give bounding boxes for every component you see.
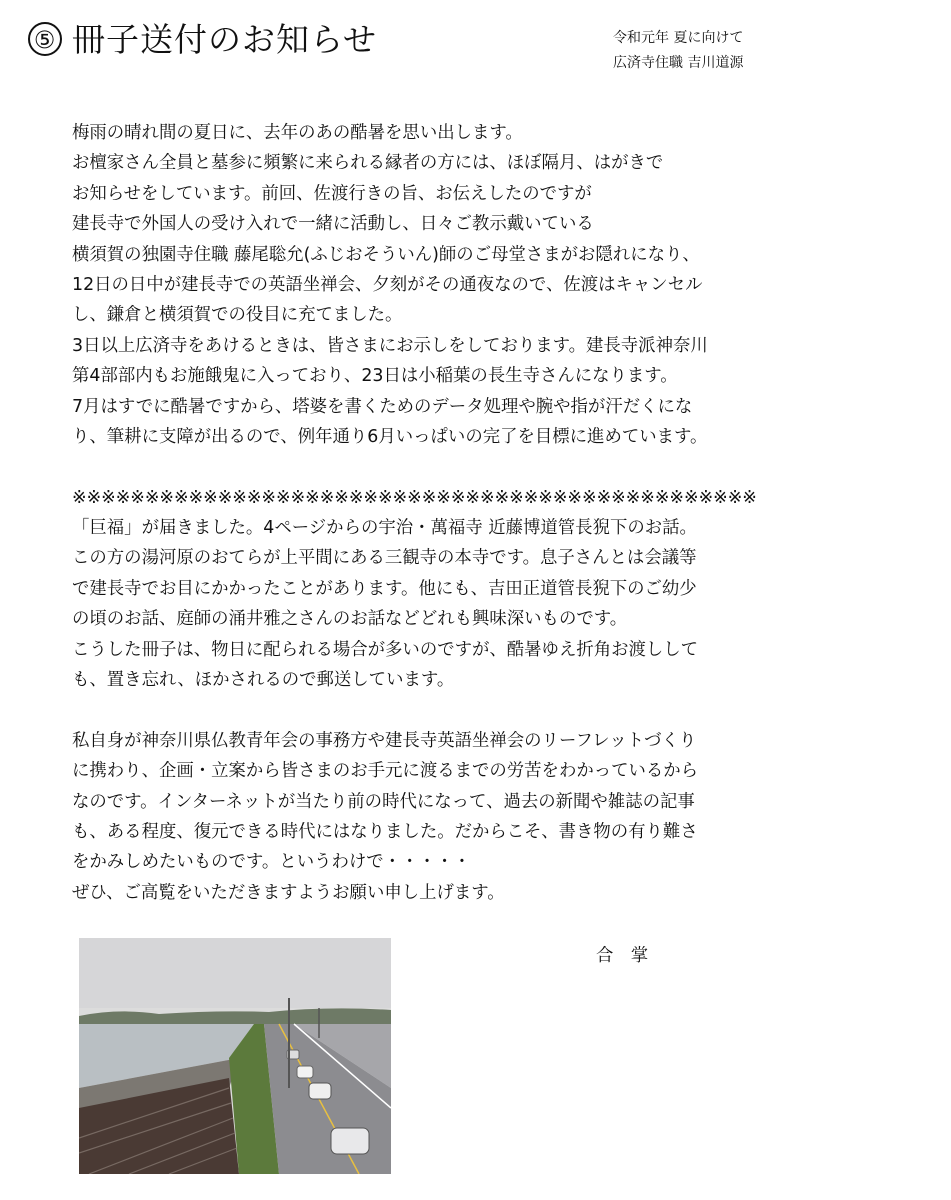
letter-body [72,118,862,908]
body-line: も、置き忘れ、ほかされるので郵送しています。 [72,670,455,691]
body-line: り、筆耕に支障が出るので、例年通り6月いっぱいの完了を目標に進めています。 [72,426,708,447]
body-line: し、鎌倉と横須賀での役目に充てました。 [72,305,403,326]
body-line: ※※※※※※※※※※※※※※※※※※※※※※※※※※※※※※※※※※※※※※※※※※※※※※※ [72,487,757,508]
closing-gassho: 合 掌 [596,946,649,966]
header-meta [613,26,743,76]
body-line: 私自身が神奈川県仏教青年会の事務方や建長寺英語坐禅会のリーフレットづくり [72,730,697,751]
road-photo [79,938,391,1174]
body-line: も、ある程度、復元できる時代にはなりました。だからこそ、書き物の有り難さ [72,821,698,842]
body-line: こうした冊子は、物日に配られる場合が多いのですが、酷暑ゆえ折角お渡しして [72,639,699,660]
body-line: の頃のお話、庭師の涌井雅之さんのお話などどれも興味深いものです。 [72,609,628,630]
title-text: 冊子送付のお知らせ [72,20,378,59]
body-line: 横須賀の独園寺住職 藤尾聡允(ふじおそういん)師のご母堂さまがお隠れになり、 [72,244,700,265]
section-number-badge: ⑤ [28,22,62,56]
body-line: 3日以上広済寺をあけるときは、皆さまにお示しをしております。建長寺派神奈川 [72,335,708,356]
body-line: 「巨福」が届きました。4ページからの宇治・萬福寺 近藤博道管長猊下のお話。 [72,518,697,539]
body-line: この方の湯河原のおてらが上平間にある三観寺の本寺です。息子さんとは会議等 [72,548,697,569]
body-line: お檀家さん全員と墓参に頻繁に来られる縁者の方には、ほぼ隔月、はがきで [72,153,664,174]
body-line: 7月はすでに酷暑ですから、塔婆を書くためのデータ処理や腕や指が汗だくにな [72,396,693,417]
page-title [28,14,377,61]
road-and-rice-fields-photo-icon [79,938,391,1174]
body-line: 12日の日中が建長寺での英語坐禅会、夕刻がその通夜なので、佐渡はキャンセル [72,274,703,295]
body-line: 梅雨の晴れ間の夏日に、去年のあの酷暑を思い出します。 [72,123,523,143]
paragraph-gap [72,695,862,725]
author-line: 広済寺住職 吉川道源 [613,55,744,71]
body-line: なのです。インターネットが当たり前の時代になって、過去の新聞や雑誌の記事 [72,791,695,812]
body-line: 第4部部内もお施餓鬼に入っており、23日は小稲葉の長生寺さんになります。 [72,366,678,387]
body-line: に携わり、企画・立案から皆さまのお手元に渡るまでの労苦をわかっているから [72,761,699,782]
body-line: お知らせをしています。前回、佐渡行きの旨、お伝えしたのですが [72,183,592,204]
body-line: で建長寺でお目にかかったことがあります。他にも、吉田正道管長猊下のご幼少 [72,578,697,599]
paragraph-gap [72,452,862,482]
body-line: ぜひ、ご高覧をいただきますようお願い申し上げます。 [72,882,505,903]
body-line: 建長寺で外国人の受け入れで一緒に活動し、日々ご教示戴いている [72,214,594,235]
date-line: 令和元年 夏に向けて [613,30,744,46]
body-line: をかみしめたいものです。というわけで・・・・・ [72,852,471,873]
